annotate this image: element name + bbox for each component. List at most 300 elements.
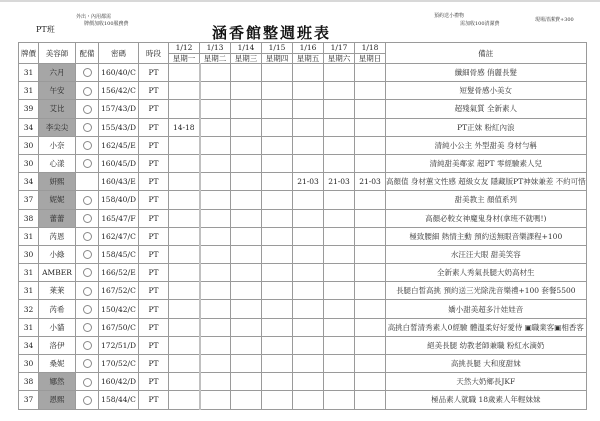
stylist-name-cell: 心漾 <box>39 154 76 172</box>
code-cell: 158/44/C <box>99 391 139 409</box>
day-cell-wed[interactable] <box>231 100 262 118</box>
day-cell-fri[interactable] <box>293 318 324 336</box>
day-cell-thu[interactable] <box>262 282 293 300</box>
code-cell: 160/43/E <box>99 173 139 191</box>
stylist-name-cell: 午安 <box>39 82 76 100</box>
day-cell-sat[interactable] <box>324 191 355 209</box>
day-cell-fri[interactable] <box>293 264 324 282</box>
code-cell: 170/52/C <box>99 355 139 373</box>
day-cell-tue[interactable] <box>200 82 231 100</box>
stylist-name-cell: 小綠 <box>39 245 76 263</box>
price-cell: 31 <box>19 64 39 82</box>
price-cell: 38 <box>19 373 39 391</box>
day-cell-sat[interactable] <box>324 245 355 263</box>
table-row <box>19 318 587 336</box>
note-cell: 絕美長腿 幼教老師兼職 粉紅水滴奶 <box>386 336 587 354</box>
day-cell-wed[interactable] <box>231 191 262 209</box>
day-cell-sun[interactable] <box>355 282 386 300</box>
day-cell-tue[interactable] <box>200 209 231 227</box>
note-cell: PT正妹 粉紅內浪 <box>386 118 587 136</box>
day-cell-wed[interactable] <box>231 154 262 172</box>
slot-cell: PT <box>139 154 169 172</box>
day-cell-sat[interactable]: 21-03 <box>324 173 355 191</box>
day-cell-sat[interactable] <box>324 336 355 354</box>
code-cell: 167/52/C <box>99 282 139 300</box>
code-cell: 162/45/E <box>99 136 139 154</box>
col-header-weekday: 星期一 <box>169 53 200 64</box>
code-cell: 166/52/E <box>99 264 139 282</box>
price-cell: 38 <box>19 209 39 227</box>
day-cell-sun[interactable] <box>355 227 386 245</box>
day-cell-mon[interactable] <box>169 82 200 100</box>
day-cell-sat[interactable] <box>324 154 355 172</box>
price-cell: 30 <box>19 245 39 263</box>
day-cell-sun[interactable] <box>355 391 386 409</box>
table-row <box>19 373 587 391</box>
code-cell: 157/43/D <box>99 100 139 118</box>
day-cell-tue[interactable] <box>200 318 231 336</box>
schedule-table <box>18 42 587 410</box>
col-header-date: 1/17 <box>324 43 355 54</box>
day-cell-sat[interactable] <box>324 227 355 245</box>
day-cell-thu[interactable] <box>262 64 293 82</box>
class-label: PT班 <box>36 25 55 34</box>
day-cell-tue[interactable] <box>200 282 231 300</box>
day-cell-tue[interactable] <box>200 245 231 263</box>
day-cell-thu[interactable] <box>262 355 293 373</box>
day-cell-mon[interactable] <box>169 355 200 373</box>
equipment-circle-icon <box>83 268 92 277</box>
slot-cell: PT <box>139 300 169 318</box>
col-header-code: 密碼 <box>99 43 139 64</box>
day-cell-thu[interactable] <box>262 373 293 391</box>
day-cell-sun[interactable] <box>355 318 386 336</box>
equipment-cell <box>76 264 99 282</box>
day-cell-sun[interactable] <box>355 336 386 354</box>
equipment-circle-icon <box>83 232 92 241</box>
day-cell-wed[interactable] <box>231 336 262 354</box>
table-row <box>19 82 587 100</box>
equipment-cell <box>76 391 99 409</box>
note-cell: 極品素人就職 18歲素人年輕妹妹 <box>386 391 587 409</box>
col-header-weekday: 星期五 <box>293 53 324 64</box>
note-cell: 嬌小甜美超多汁娃娃音 <box>386 300 587 318</box>
day-cell-thu[interactable] <box>262 209 293 227</box>
price-cell: 30 <box>19 154 39 172</box>
equipment-cell <box>76 318 99 336</box>
day-cell-thu[interactable] <box>262 227 293 245</box>
day-cell-mon[interactable] <box>169 391 200 409</box>
note-cell: 全新素人秀氣長腿大奶高材生 <box>386 264 587 282</box>
equipment-circle-icon <box>83 359 92 368</box>
day-cell-fri[interactable] <box>293 64 324 82</box>
day-cell-mon[interactable] <box>169 336 200 354</box>
equipment-cell <box>76 355 99 373</box>
day-cell-sun[interactable] <box>355 264 386 282</box>
stylist-name-cell: 小奈 <box>39 136 76 154</box>
page-title: 涵香館整週班表 <box>212 24 332 42</box>
day-cell-sat[interactable] <box>324 209 355 227</box>
day-cell-mon[interactable] <box>169 173 200 191</box>
day-cell-fri[interactable] <box>293 282 324 300</box>
note-cell: 甜美教主 顏值系列 <box>386 191 587 209</box>
day-cell-mon[interactable] <box>169 154 200 172</box>
table-row <box>19 173 587 191</box>
day-cell-sun[interactable] <box>355 373 386 391</box>
top-right-note-line1: 預約送小禮物 <box>434 13 465 19</box>
day-cell-mon[interactable] <box>169 264 200 282</box>
slot-cell: PT <box>139 209 169 227</box>
slot-cell: PT <box>139 82 169 100</box>
day-cell-wed[interactable] <box>231 300 262 318</box>
day-cell-fri[interactable] <box>293 118 324 136</box>
day-cell-sat[interactable] <box>324 300 355 318</box>
table-row <box>19 391 587 409</box>
col-header-date: 1/15 <box>262 43 293 54</box>
day-cell-thu[interactable] <box>262 300 293 318</box>
table-row <box>19 355 587 373</box>
equipment-circle-icon <box>83 159 92 168</box>
equipment-cell <box>76 336 99 354</box>
day-cell-wed[interactable] <box>231 209 262 227</box>
day-cell-fri[interactable] <box>293 191 324 209</box>
code-cell: 158/40/D <box>99 191 139 209</box>
code-cell: 156/42/C <box>99 82 139 100</box>
col-header-date: 1/16 <box>293 43 324 54</box>
day-cell-fri[interactable] <box>293 355 324 373</box>
day-cell-sat[interactable] <box>324 282 355 300</box>
equipment-cell <box>76 136 99 154</box>
stylist-name-cell: 李尖尖 <box>39 118 76 136</box>
table-row <box>19 282 587 300</box>
day-cell-tue[interactable] <box>200 64 231 82</box>
day-cell-thu[interactable] <box>262 264 293 282</box>
day-cell-thu[interactable] <box>262 82 293 100</box>
equipment-cell <box>76 245 99 263</box>
day-cell-wed[interactable] <box>231 318 262 336</box>
page-top-border <box>0 0 600 2</box>
equipment-cell <box>76 373 99 391</box>
equipment-cell <box>76 300 99 318</box>
day-cell-fri[interactable] <box>293 391 324 409</box>
day-cell-tue[interactable] <box>200 264 231 282</box>
day-cell-sun[interactable] <box>355 154 386 172</box>
note-cell: 高挑白皙清秀素人0經驗 體溫柔好好愛侍 ▣職業客▣相香客 <box>386 318 587 336</box>
slot-cell: PT <box>139 136 169 154</box>
day-cell-mon[interactable] <box>169 209 200 227</box>
code-cell: 172/51/D <box>99 336 139 354</box>
day-cell-wed[interactable] <box>231 245 262 263</box>
day-cell-wed[interactable] <box>231 136 262 154</box>
table-row <box>19 100 587 118</box>
day-cell-wed[interactable] <box>231 282 262 300</box>
day-cell-sat[interactable] <box>324 118 355 136</box>
equipment-circle-icon <box>83 141 92 150</box>
stylist-name-cell: AMBER <box>39 264 76 282</box>
day-cell-wed[interactable] <box>231 227 262 245</box>
col-header-equipment: 配備 <box>76 43 99 64</box>
day-cell-fri[interactable] <box>293 100 324 118</box>
table-body <box>19 64 587 410</box>
equipment-circle-icon <box>83 305 92 314</box>
stylist-name-cell: 莱莱 <box>39 282 76 300</box>
price-cell: 31 <box>19 282 39 300</box>
col-header-weekday: 星期六 <box>324 53 355 64</box>
code-cell: 162/47/C <box>99 227 139 245</box>
price-cell: 34 <box>19 118 39 136</box>
equipment-cell <box>76 100 99 118</box>
day-cell-sat[interactable] <box>324 373 355 391</box>
stylist-name-cell: 洛伊 <box>39 336 76 354</box>
equipment-circle-icon <box>83 287 92 296</box>
stylist-name-cell: 妮妮 <box>39 191 76 209</box>
col-header-notes: 備註 <box>386 43 587 64</box>
stylist-name-cell: 六月 <box>39 64 76 82</box>
day-cell-sun[interactable] <box>355 209 386 227</box>
stylist-name-cell: 恩熙 <box>39 391 76 409</box>
day-cell-tue[interactable] <box>200 373 231 391</box>
day-cell-fri[interactable] <box>293 227 324 245</box>
code-cell: 150/42/C <box>99 300 139 318</box>
code-cell: 160/40/C <box>99 64 139 82</box>
table-row <box>19 264 587 282</box>
day-cell-thu[interactable] <box>262 154 293 172</box>
price-cell: 31 <box>19 318 39 336</box>
code-cell: 158/45/C <box>99 245 139 263</box>
day-cell-wed[interactable] <box>231 391 262 409</box>
col-header-date: 1/13 <box>200 43 231 54</box>
price-cell: 37 <box>19 191 39 209</box>
day-cell-wed[interactable] <box>231 82 262 100</box>
table-row <box>19 209 587 227</box>
price-cell: 31 <box>19 82 39 100</box>
note-cell: 極致腰細 熱情主動 預約送無眼音樂課程+100 <box>386 227 587 245</box>
table-row <box>19 245 587 263</box>
day-cell-thu[interactable] <box>262 173 293 191</box>
equipment-cell <box>76 191 99 209</box>
day-cell-sat[interactable] <box>324 100 355 118</box>
slot-cell: PT <box>139 391 169 409</box>
equipment-circle-icon <box>83 378 92 387</box>
day-cell-sat[interactable] <box>324 136 355 154</box>
slot-cell: PT <box>139 318 169 336</box>
price-cell: 31 <box>19 227 39 245</box>
day-cell-sat[interactable] <box>324 391 355 409</box>
day-cell-sat[interactable] <box>324 82 355 100</box>
day-cell-thu[interactable] <box>262 318 293 336</box>
equipment-cell <box>76 118 99 136</box>
day-cell-thu[interactable] <box>262 391 293 409</box>
day-cell-fri[interactable] <box>293 154 324 172</box>
col-header-price: 牌價 <box>19 43 39 64</box>
equipment-cell <box>76 154 99 172</box>
day-cell-thu[interactable] <box>262 136 293 154</box>
day-cell-thu[interactable] <box>262 245 293 263</box>
day-cell-mon[interactable] <box>169 282 200 300</box>
slot-cell: PT <box>139 264 169 282</box>
stylist-name-cell: 芮恩 <box>39 227 76 245</box>
day-cell-sat[interactable] <box>324 318 355 336</box>
equipment-cell <box>76 227 99 245</box>
day-cell-mon[interactable] <box>169 318 200 336</box>
day-cell-sun[interactable] <box>355 245 386 263</box>
equipment-cell <box>76 173 99 191</box>
day-cell-tue[interactable] <box>200 118 231 136</box>
day-cell-sat[interactable] <box>324 355 355 373</box>
day-cell-sun[interactable] <box>355 355 386 373</box>
price-cell: 30 <box>19 355 39 373</box>
note-cell: 清純小公主 外型甜美 身材勻稱 <box>386 136 587 154</box>
onsite-fee-note: 現場清潔費+300 <box>535 17 574 23</box>
equipment-circle-icon <box>83 196 92 205</box>
code-cell: 165/47/F <box>99 209 139 227</box>
equipment-cell <box>76 82 99 100</box>
day-cell-wed[interactable] <box>231 118 262 136</box>
table-row <box>19 227 587 245</box>
day-cell-sat[interactable] <box>324 264 355 282</box>
price-cell: 30 <box>19 136 39 154</box>
price-cell: 34 <box>19 336 39 354</box>
note-cell: 短髮骨感小美女 <box>386 82 587 100</box>
day-cell-sun[interactable] <box>355 82 386 100</box>
table-header <box>19 43 587 64</box>
day-cell-thu[interactable] <box>262 118 293 136</box>
top-left-note-line2: 牌價加收100服務費 <box>84 21 129 27</box>
slot-cell: PT <box>139 355 169 373</box>
day-cell-wed[interactable] <box>231 264 262 282</box>
day-cell-sun[interactable] <box>355 118 386 136</box>
day-cell-tue[interactable] <box>200 355 231 373</box>
day-cell-tue[interactable] <box>200 336 231 354</box>
day-cell-tue[interactable] <box>200 173 231 191</box>
code-cell: 155/43/D <box>99 118 139 136</box>
day-cell-sun[interactable] <box>355 300 386 318</box>
slot-cell: PT <box>139 64 169 82</box>
slot-cell: PT <box>139 100 169 118</box>
price-cell: 31 <box>19 264 39 282</box>
day-cell-wed[interactable] <box>231 173 262 191</box>
day-cell-mon[interactable] <box>169 227 200 245</box>
equipment-circle-icon <box>83 123 92 132</box>
stylist-name-cell: 芮希 <box>39 300 76 318</box>
col-header-weekday: 星期三 <box>231 53 262 64</box>
stylist-name-cell: 娜然 <box>39 373 76 391</box>
equipment-cell <box>76 209 99 227</box>
day-cell-fri[interactable] <box>293 245 324 263</box>
stylist-name-cell: 小貓 <box>39 318 76 336</box>
day-cell-fri[interactable] <box>293 82 324 100</box>
day-cell-fri[interactable] <box>293 136 324 154</box>
equipment-circle-icon <box>83 214 92 223</box>
day-cell-sun[interactable] <box>355 100 386 118</box>
table-row <box>19 64 587 82</box>
day-cell-wed[interactable] <box>231 64 262 82</box>
price-cell: 39 <box>19 100 39 118</box>
day-cell-fri[interactable] <box>293 336 324 354</box>
note-cell: 水汪汪大眼 甜美笑容 <box>386 245 587 263</box>
stylist-name-cell: 桑妮 <box>39 355 76 373</box>
slot-cell: PT <box>139 191 169 209</box>
equipment-circle-icon <box>83 105 92 114</box>
day-cell-thu[interactable] <box>262 336 293 354</box>
day-cell-fri[interactable] <box>293 300 324 318</box>
day-cell-fri[interactable] <box>293 209 324 227</box>
day-cell-mon[interactable]: 14-18 <box>169 118 200 136</box>
day-cell-tue[interactable] <box>200 227 231 245</box>
day-cell-sun[interactable] <box>355 64 386 82</box>
table-row <box>19 118 587 136</box>
day-cell-mon[interactable] <box>169 300 200 318</box>
slot-cell: PT <box>139 173 169 191</box>
day-cell-tue[interactable] <box>200 154 231 172</box>
equipment-circle-icon <box>83 87 92 96</box>
col-header-date: 1/14 <box>231 43 262 54</box>
equipment-cell <box>76 282 99 300</box>
day-cell-tue[interactable] <box>200 300 231 318</box>
day-cell-sat[interactable] <box>324 64 355 82</box>
day-cell-sun[interactable] <box>355 136 386 154</box>
day-cell-mon[interactable] <box>169 100 200 118</box>
stylist-name-cell: 艾比 <box>39 100 76 118</box>
slot-cell: PT <box>139 118 169 136</box>
day-cell-mon[interactable] <box>169 373 200 391</box>
equipment-circle-icon <box>83 323 92 332</box>
day-cell-tue[interactable] <box>200 391 231 409</box>
table-row <box>19 336 587 354</box>
note-cell: 高顏必較女神魔鬼身材(拿班不就嗎!) <box>386 209 587 227</box>
day-cell-fri[interactable]: 21-03 <box>293 173 324 191</box>
note-cell: 天然大奶鄉長JKF <box>386 373 587 391</box>
code-cell: 167/50/C <box>99 318 139 336</box>
note-cell: 纖細骨感 俏麗長髮 <box>386 64 587 82</box>
day-cell-wed[interactable] <box>231 355 262 373</box>
day-cell-sun[interactable] <box>355 191 386 209</box>
day-cell-fri[interactable] <box>293 373 324 391</box>
slot-cell: PT <box>139 245 169 263</box>
day-cell-mon[interactable] <box>169 191 200 209</box>
col-header-date: 1/18 <box>355 43 386 54</box>
code-cell: 160/42/D <box>99 373 139 391</box>
day-cell-tue[interactable] <box>200 100 231 118</box>
day-cell-mon[interactable] <box>169 64 200 82</box>
table-row <box>19 154 587 172</box>
slot-cell: PT <box>139 282 169 300</box>
day-cell-sun[interactable]: 21-03 <box>355 173 386 191</box>
note-cell: 清純甜美鄰家 超PT 零經驗素人兒 <box>386 154 587 172</box>
col-header-stylist: 美容師 <box>39 43 76 64</box>
top-right-note-line2: 需加收100清潔費 <box>460 21 500 27</box>
note-cell: 長腿白皙高挑 預約送三光除洗音樂禮+100 套餐5500 <box>386 282 587 300</box>
equipment-circle-icon <box>83 341 92 350</box>
col-header-date: 1/12 <box>169 43 200 54</box>
note-cell: 高挑長腿 大和度甜妹 <box>386 355 587 373</box>
price-cell: 37 <box>19 391 39 409</box>
day-cell-tue[interactable] <box>200 136 231 154</box>
day-cell-thu[interactable] <box>262 191 293 209</box>
col-header-slot: 時段 <box>139 43 169 64</box>
day-cell-tue[interactable] <box>200 191 231 209</box>
code-cell: 160/45/D <box>99 154 139 172</box>
equipment-circle-icon <box>83 68 92 77</box>
day-cell-thu[interactable] <box>262 100 293 118</box>
day-cell-mon[interactable] <box>169 136 200 154</box>
col-header-weekday: 星期日 <box>355 53 386 64</box>
equipment-cell <box>76 64 99 82</box>
stylist-name-cell: 妍熙 <box>39 173 76 191</box>
day-cell-wed[interactable] <box>231 373 262 391</box>
stylist-name-cell: 蕾蕾 <box>39 209 76 227</box>
day-cell-mon[interactable] <box>169 245 200 263</box>
